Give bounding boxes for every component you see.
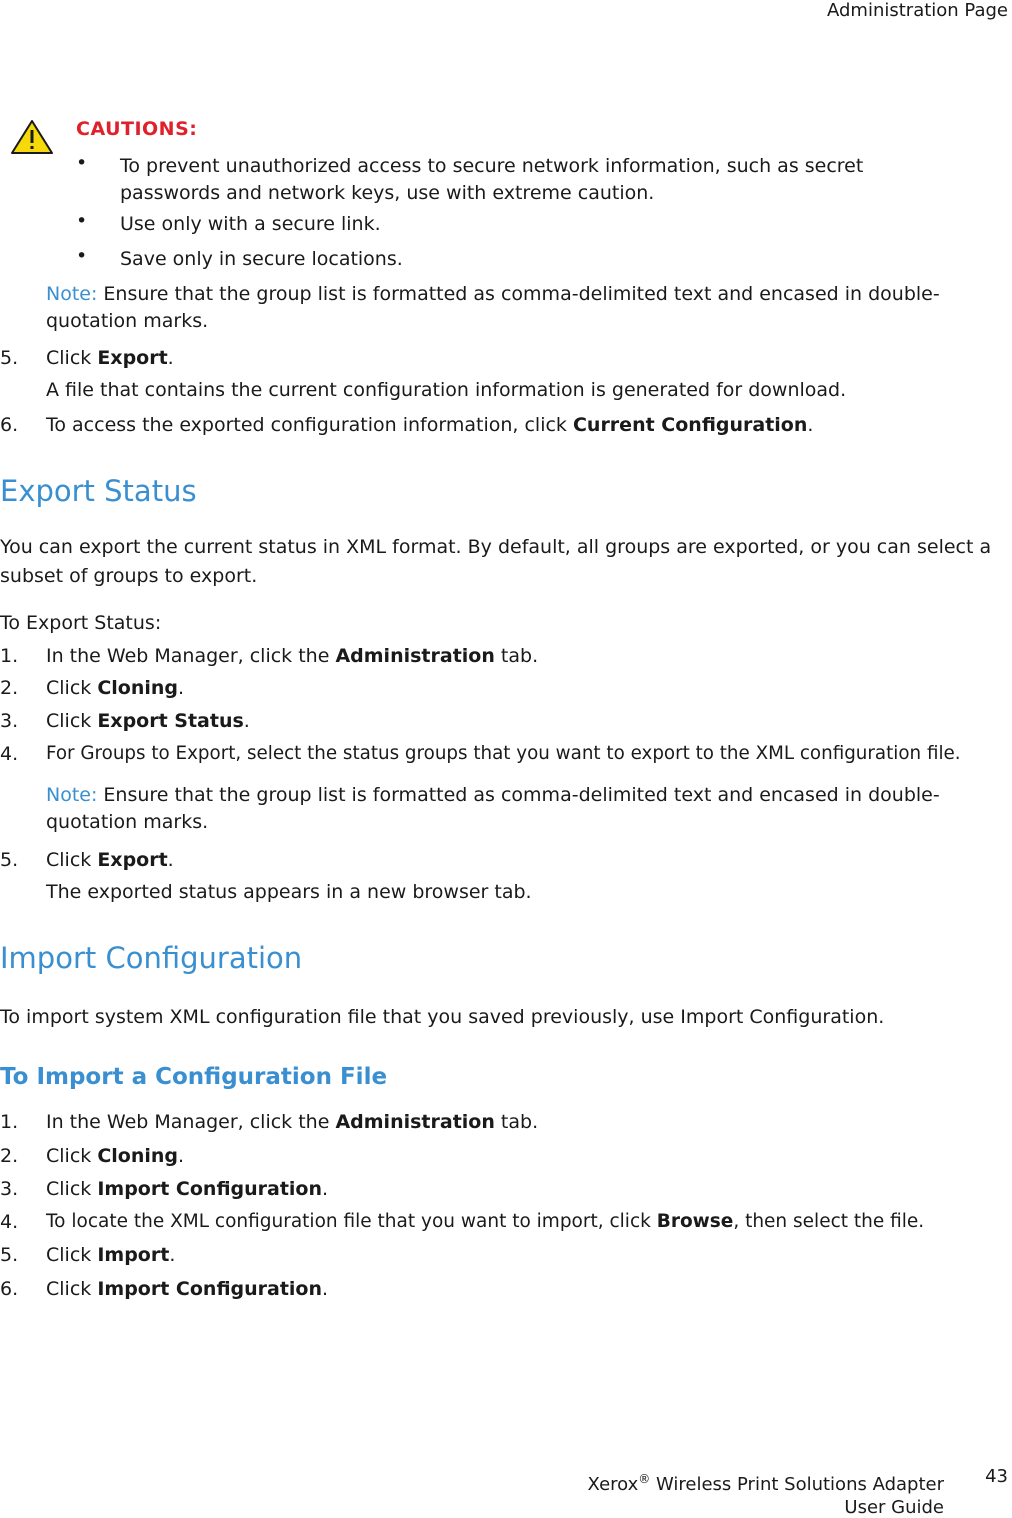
footer-guide-name: User Guide bbox=[844, 1497, 944, 1518]
caution-title: CAUTIONS: bbox=[76, 118, 198, 140]
note: Note: Ensure that the group list is formatted as comma-delimited text and encased in double- quotation marks. bbox=[46, 283, 940, 332]
step-detail: The exported status appears in a new browser tab. bbox=[46, 881, 532, 903]
running-header: Administration Page bbox=[826, 0, 1008, 21]
note-label: Note: bbox=[46, 283, 98, 305]
warning-triangle-icon bbox=[10, 119, 54, 155]
subsection-heading: To Import a Configuration File bbox=[0, 1064, 388, 1090]
page-number: 43 bbox=[985, 1466, 1008, 1487]
step-detail: A file that contains the current configuration information is generated for download. bbox=[46, 379, 847, 401]
paragraph: To import system XML configuration file that you saved previously, use Import Configuration. bbox=[0, 1006, 885, 1028]
bullet-icon: • bbox=[76, 245, 88, 267]
note-label: Note: bbox=[46, 784, 98, 806]
footer-product-name: Xerox® Wireless Print Solutions Adapter bbox=[587, 1472, 944, 1495]
bullet-icon: • bbox=[76, 152, 88, 174]
section-heading: Export Status bbox=[0, 474, 197, 508]
section-heading: Import Configuration bbox=[0, 941, 303, 975]
bullet-icon: • bbox=[76, 210, 88, 232]
procedure-lead: To Export Status: bbox=[0, 612, 162, 634]
note: Note: Ensure that the group list is formatted as comma-delimited text and encased in double- quotation marks. bbox=[46, 784, 940, 833]
paragraph: You can export the current status in XML format. By default, all groups are exported, or you can select a subset of groups to export. bbox=[0, 536, 992, 587]
